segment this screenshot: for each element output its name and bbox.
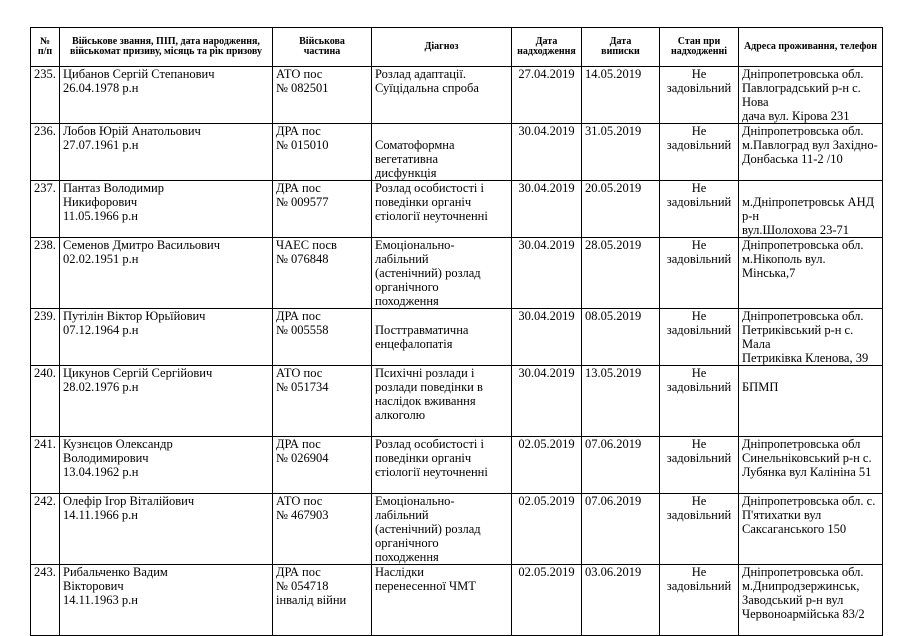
patient-name: Цикунов Сергій Сергійович 28.02.1976 р.н: [60, 366, 273, 437]
patient-name: Рибальченко Вадим Вікторович 14.11.1963 р.н: [60, 565, 273, 636]
table-row: [31, 309, 883, 366]
patient-registry-table: [30, 27, 883, 636]
patient-name: Лобов Юрій Анатольович 27.07.1961 р.н: [60, 124, 273, 181]
discharge-date: 07.06.2019: [582, 437, 660, 494]
table-row: [31, 124, 883, 181]
admission-state: Не задовільний: [660, 124, 739, 181]
admission-state: Не задовільний: [660, 238, 739, 309]
discharge-date: 20.05.2019: [582, 181, 660, 238]
military-unit: ДРА пос № 005558: [273, 309, 372, 366]
row-number: 237.: [31, 181, 60, 238]
diagnosis: Наслідки перенесенної ЧМТ: [372, 565, 512, 636]
military-unit: ДРА пос № 026904: [273, 437, 372, 494]
header-discharged: Дата виписки: [582, 28, 660, 67]
row-number: 235.: [31, 67, 60, 124]
table-row: [31, 494, 883, 565]
military-unit: АТО пос № 051734: [273, 366, 372, 437]
admission-state: Не задовільний: [660, 494, 739, 565]
discharge-date: 28.05.2019: [582, 238, 660, 309]
admission-date: 02.05.2019: [512, 494, 582, 565]
patient-name: Семенов Дмитро Васильович 02.02.1951 р.н: [60, 238, 273, 309]
military-unit: ДРА пос № 009577: [273, 181, 372, 238]
header-diagnosis: Діагноз: [372, 28, 512, 67]
header-admitted: Дата надходження: [512, 28, 582, 67]
row-number: 243.: [31, 565, 60, 636]
admission-date: 30.04.2019: [512, 309, 582, 366]
address: Дніпропетровська обл. м.Нікополь вул. Мінська,7: [739, 238, 883, 309]
discharge-date: 14.05.2019: [582, 67, 660, 124]
admission-date: 30.04.2019: [512, 124, 582, 181]
address: Дніпропетровська обл. м.Павлоград вул Західно- Донбаська 11-2 /10: [739, 124, 883, 181]
discharge-date: 31.05.2019: [582, 124, 660, 181]
military-unit: АТО пос № 082501: [273, 67, 372, 124]
military-unit: ЧАЕС посв № 076848: [273, 238, 372, 309]
address: Дніпропетровська обл. м.Днипродзержинськ, Заводський р-н вул Червоноармійська 83/2: [739, 565, 883, 636]
patient-name: Олефір Ігор Віталійович 14.11.1966 р.н: [60, 494, 273, 565]
admission-date: 27.04.2019: [512, 67, 582, 124]
diagnosis: Психічні розлади і розлади поведінки в наслідок вживання алкоголю: [372, 366, 512, 437]
diagnosis: Посттравматична енцефалопатія: [372, 309, 512, 366]
patient-name: Кузнєцов Олександр Володимирович 13.04.1962 р.н: [60, 437, 273, 494]
header-unit: Військова частина: [273, 28, 372, 67]
address: м.Дніпропетровськ АНД р-н вул.Шолохова 23-71: [739, 181, 883, 238]
admission-state: Не задовільний: [660, 181, 739, 238]
admission-state: Не задовільний: [660, 67, 739, 124]
address: Дніпропетровська обл. Павлоградський р-н с. Нова дача вул. Кірова 231: [739, 67, 883, 124]
diagnosis: Емоціонально- лабільний (астенічний) розлад органічного походження: [372, 494, 512, 565]
table-row: [31, 437, 883, 494]
admission-state: Не задовільний: [660, 309, 739, 366]
admission-date: 30.04.2019: [512, 181, 582, 238]
discharge-date: 08.05.2019: [582, 309, 660, 366]
row-number: 236.: [31, 124, 60, 181]
address: Дніпропетровська обл. с. П'ятихатки вул Саксаганського 150: [739, 494, 883, 565]
table-row: [31, 238, 883, 309]
row-number: 238.: [31, 238, 60, 309]
patient-name: Цибанов Сергій Степанович 26.04.1978 р.н: [60, 67, 273, 124]
military-unit: ДРА пос № 054718 інвалід війни: [273, 565, 372, 636]
address: Дніпропетровська обл Синельніковський р-н с. Лубянка вул Калініна 51: [739, 437, 883, 494]
diagnosis: Розлад особистості і поведінки органіч єтіології неуточненні: [372, 437, 512, 494]
admission-state: Не задовільний: [660, 565, 739, 636]
header-address: Адреса проживання, телефон: [739, 28, 883, 67]
row-number: 242.: [31, 494, 60, 565]
admission-state: Не задовільний: [660, 366, 739, 437]
admission-date: 30.04.2019: [512, 366, 582, 437]
address: БПМП: [739, 366, 883, 437]
patient-name: Пантаз Володимир Никифорович 11.05.1966 р.н: [60, 181, 273, 238]
diagnosis: Емоціонально- лабільний (астенічний) розлад органічного походження: [372, 238, 512, 309]
admission-date: 02.05.2019: [512, 565, 582, 636]
admission-date: 30.04.2019: [512, 238, 582, 309]
admission-date: 02.05.2019: [512, 437, 582, 494]
military-unit: АТО пос № 467903: [273, 494, 372, 565]
header-state: Стан при надходженні: [660, 28, 739, 67]
table-row: [31, 565, 883, 636]
header-number: № п/п: [31, 28, 60, 67]
table-row: [31, 67, 883, 124]
military-unit: ДРА пос № 015010: [273, 124, 372, 181]
discharge-date: 13.05.2019: [582, 366, 660, 437]
diagnosis: Розлад адаптації. Суїцідальна спроба: [372, 67, 512, 124]
patient-name: Путілін Віктор Юрьїйович 07.12.1964 р.н: [60, 309, 273, 366]
row-number: 239.: [31, 309, 60, 366]
diagnosis: Розлад особистості і поведінки органіч єтіології неуточненні: [372, 181, 512, 238]
diagnosis: Соматоформна вегетативна дисфункція: [372, 124, 512, 181]
document-page: [30, 27, 883, 636]
row-number: 241.: [31, 437, 60, 494]
header-name: Військове звання, ПІП, дата народження, військомат призиву, місяць та рік призову: [60, 28, 273, 67]
table-header-row: [31, 28, 883, 67]
address: Дніпропетровська обл. Петриківський р-н с. Мала Петриківка Кленова, 39: [739, 309, 883, 366]
row-number: 240.: [31, 366, 60, 437]
discharge-date: 07.06.2019: [582, 494, 660, 565]
admission-state: Не задовільний: [660, 437, 739, 494]
table-row: [31, 366, 883, 437]
discharge-date: 03.06.2019: [582, 565, 660, 636]
table-row: [31, 181, 883, 238]
